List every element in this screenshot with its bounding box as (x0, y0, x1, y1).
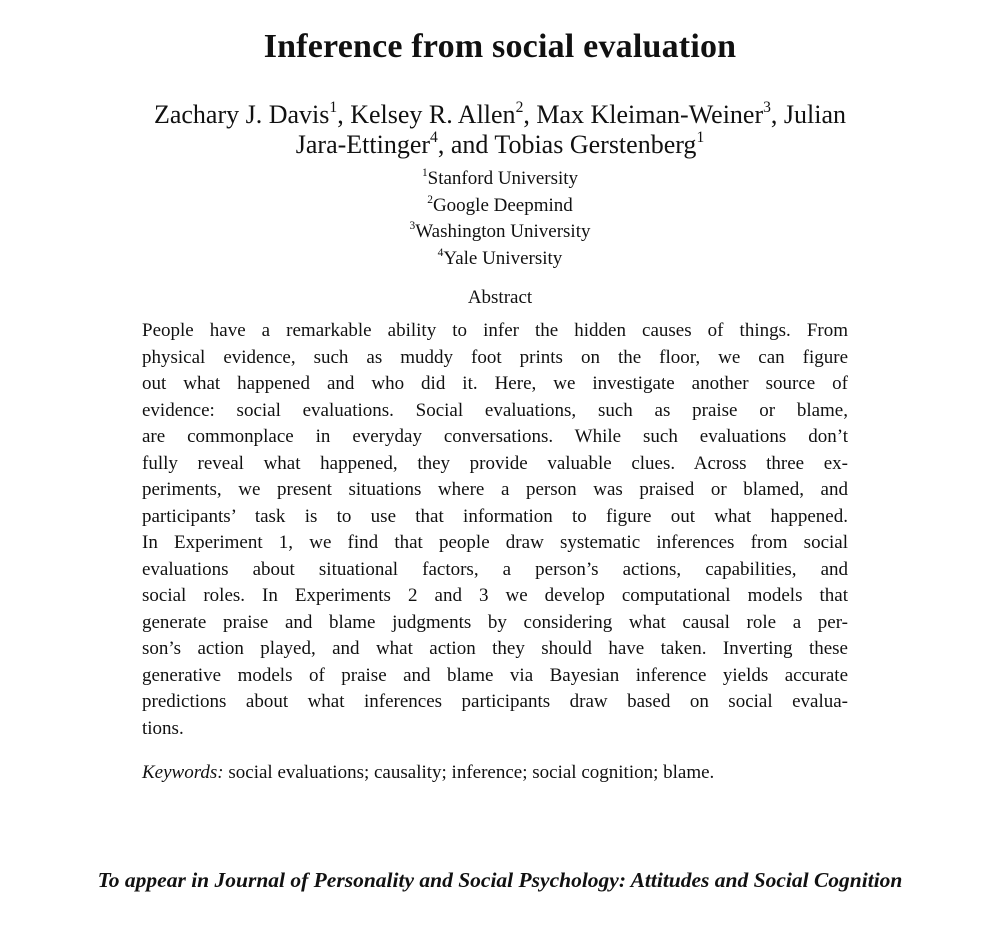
affiliation-name: Yale University (443, 247, 563, 269)
abstract-line: fully reveal what happened, they provide valuable clues. Across three ex- (142, 452, 848, 474)
author-name: Kelsey R. Allen (350, 100, 516, 129)
affiliation-number: 4 (437, 246, 444, 259)
affiliation-item (0, 166, 1000, 193)
abstract-line: generative models of praise and blame via Bayesian inference yields accurate (142, 664, 848, 686)
author-affiliation-mark: 2 (515, 99, 524, 117)
abstract-line: tions. (142, 717, 184, 739)
author-separator: , (337, 100, 351, 129)
author-affiliation-mark: 1 (696, 129, 705, 147)
keywords-label: Keywords: (142, 762, 224, 783)
affiliation-item (0, 219, 1000, 246)
abstract-line: periments, we present situations where a person was praised or blamed, and (142, 479, 848, 500)
author-separator: , and (437, 130, 495, 159)
affiliation-list (0, 166, 1000, 272)
affiliation-name: Washington University (415, 221, 591, 242)
author-affiliation-mark: 4 (430, 129, 438, 147)
author-name: Jara-Ettinger (295, 130, 431, 159)
affiliation-number: 3 (409, 220, 416, 233)
abstract-line: People have a remarkable ability to infer the hidden causes of things. From (142, 320, 848, 341)
author-name: Zachary J. Davis (153, 100, 330, 129)
abstract-line: son’s action played, and what action they should have taken. Inverting these (142, 638, 848, 659)
keywords-text: social evaluations; causality; inference; social cognition; blame. (228, 762, 715, 783)
abstract-line: evidence: social evaluations. Social evaluations, such as praise or blame, (142, 399, 848, 421)
author-name: Tobias Gerstenberg (494, 130, 697, 159)
author-affiliation-mark: 3 (763, 99, 771, 117)
abstract-line: participants’ task is to use that information to figure out what happened. (142, 505, 848, 527)
abstract-line: generate praise and blame judgments by considering what causal role a per- (142, 611, 848, 633)
affiliation-item (0, 193, 1000, 220)
journal-note: To appear in Journal of Personality and Social Psychology: Attitudes and Social Cognition (97, 868, 903, 892)
keywords (142, 760, 862, 786)
paper-title: Inference from social evaluation (263, 28, 737, 65)
abstract-line: In Experiment 1, we find that people draw systematic inferences from social (142, 532, 848, 553)
author-separator: , (523, 100, 537, 129)
author-separator: , Julian (770, 100, 847, 129)
affiliation-name: Google Deepmind (432, 194, 573, 216)
abstract-line: evaluations about situational factors, a person’s actions, capabilities, and (142, 558, 848, 580)
affiliation-item (0, 246, 1000, 273)
abstract-line: are commonplace in everyday conversations. While such evaluations don’t (142, 426, 848, 447)
affiliation-number: 2 (427, 193, 433, 206)
abstract-heading: Abstract (467, 287, 533, 308)
affiliation-number: 1 (421, 167, 428, 180)
author-name: Max Kleiman-Weiner (536, 100, 764, 129)
affiliation-name: Stanford University (427, 168, 579, 189)
author-list (60, 100, 940, 160)
abstract-line: physical evidence, such as muddy foot prints on the floor, we can figure (142, 346, 848, 368)
abstract-line: social roles. In Experiments 2 and 3 we develop computational models that (142, 585, 848, 606)
abstract-body (142, 318, 848, 742)
abstract-line: predictions about what inferences participants draw based on social evalua- (142, 691, 848, 712)
author-affiliation-mark: 1 (329, 99, 338, 117)
abstract-line: out what happened and who did it. Here, we investigate another source of (142, 373, 848, 394)
